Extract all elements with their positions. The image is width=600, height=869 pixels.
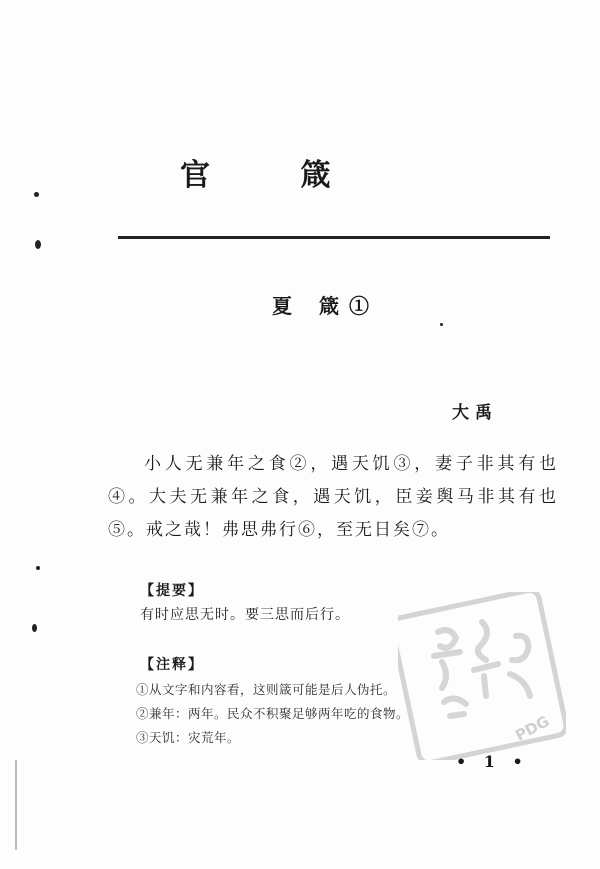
note-item: ②兼年：两年。民众不积聚足够两年吃的食物。 xyxy=(136,706,410,721)
page-number: • 1 • xyxy=(456,752,529,771)
summary-heading: 【提要】 xyxy=(140,583,204,599)
notes-list xyxy=(136,678,409,750)
scan-margin-line xyxy=(15,760,17,850)
watermark-seal-glyphs xyxy=(434,622,530,716)
scan-speck xyxy=(32,624,37,632)
scan-speck xyxy=(36,566,40,570)
note-item: ①从文字和内容看，这则箴可能是后人伪托。 xyxy=(136,682,397,697)
author-name: 大禹 xyxy=(452,403,498,423)
scan-speck xyxy=(440,323,443,326)
section-title: 夏 箴① xyxy=(272,294,379,318)
chapter-divider xyxy=(118,236,550,239)
body-text xyxy=(108,448,558,547)
scan-speck xyxy=(34,192,39,197)
notes-heading: 【注释】 xyxy=(140,657,204,673)
chapter-title: 官 箴 xyxy=(180,158,371,193)
note-item: ③天饥：灾荒年。 xyxy=(136,730,241,745)
scan-speck xyxy=(35,240,41,249)
watermark-text: PDG xyxy=(512,712,553,745)
body-paragraph: 小人无兼年之食②，遇天饥③，妻子非其有也④。大夫无兼年之食，遇天饥，臣妾舆马非其有也⑤。戒之哉！弗思弗行⑥，至无日矣⑦。 xyxy=(108,454,558,540)
pdg-watermark-seal xyxy=(398,592,566,760)
summary-text: 有时应思无时。要三思而后行。 xyxy=(140,607,350,623)
